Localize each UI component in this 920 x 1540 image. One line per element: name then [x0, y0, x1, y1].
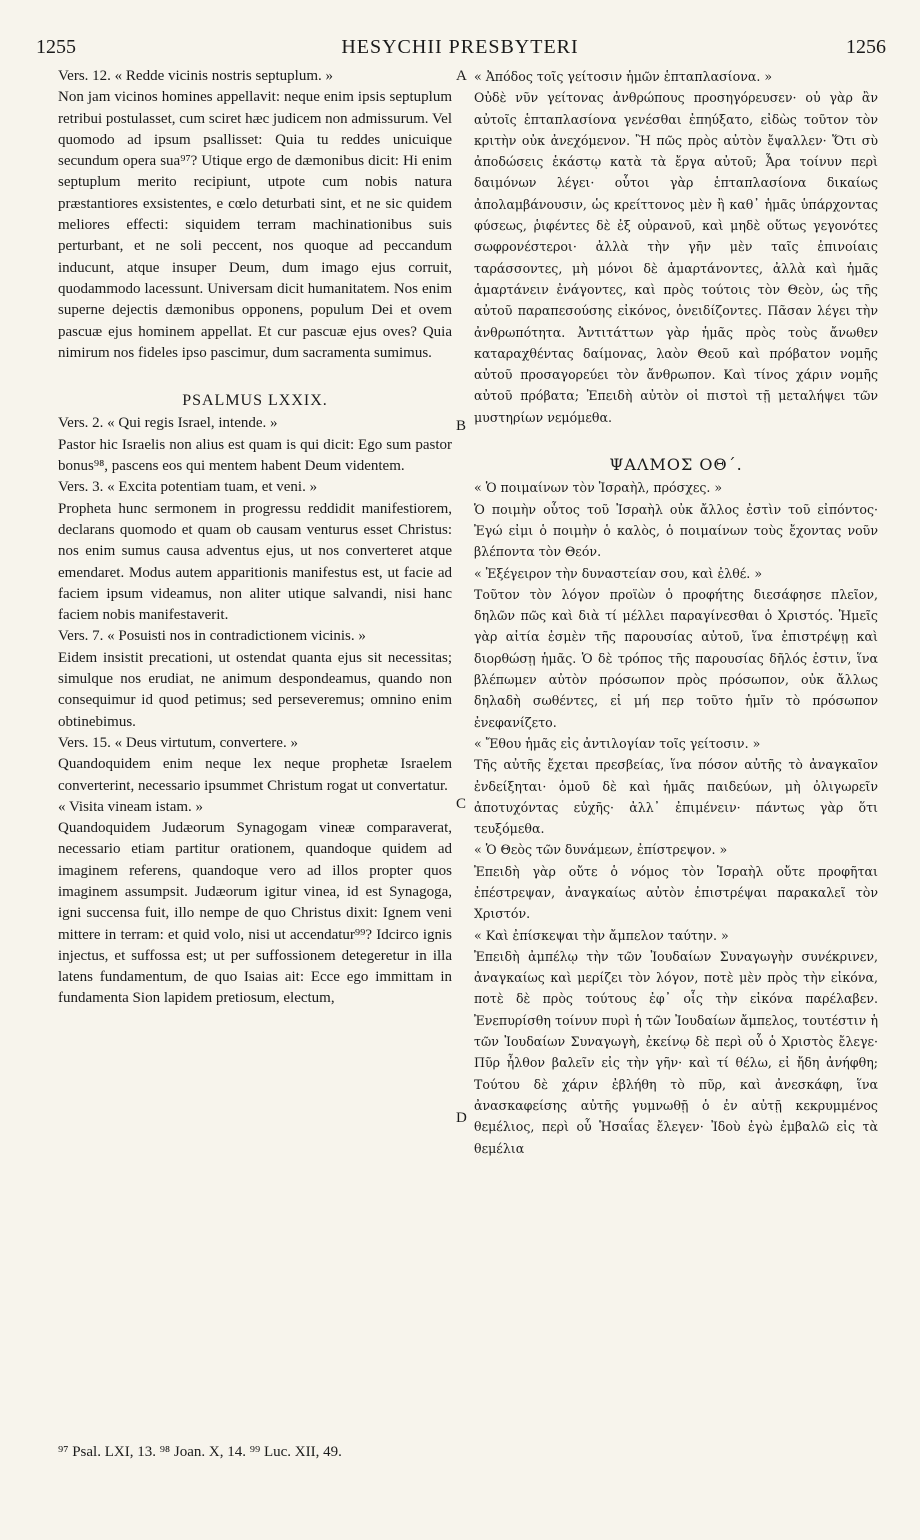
margin-letter-d: D — [456, 1110, 467, 1126]
greek-verse-lemma: « Ἀπόδος τοῖς γείτοσιν ἡμῶν ἑπταπλασίονα. » — [474, 69, 773, 84]
latin-paragraph: Quandoquidem Judæorum Synagogam vineæ comparaverat, necessario etiam partitur orationem, quandoque quidem ad imaginem referens, quandoque vero ad illos propter quos imaginem assumpsit. Judæorum igitur vinea, id est Synagoga, igni succensa fuit, illo nempe de quo Christus dixit: Ignem veni mittere in terram: et quid volo, nisi ut accendatur⁹⁹? Idcirco ignis injectus, et suffossa est; ut per suffossionem detegeretur in illa latens fundamentum, de quo Isaias ait: Ecce ego immittam in fundamenta Sion lapidem pretiosum, electum, — [58, 820, 452, 1007]
greek-paragraph — [474, 428, 878, 448]
latin-verse-lemma: Vers. 15. « Deus virtutum, convertere. » — [58, 734, 298, 751]
latin-paragraph: Pastor hic Israelis non alius est quam is qui dicit: Ego sum pastor bonus⁹⁸, pascens eos qui mentem habent Deum videntem. — [58, 436, 452, 475]
greek-column — [474, 66, 878, 1159]
latin-verse-lemma: Vers. 12. « Redde vicinis nostris septuplum. » — [58, 68, 333, 84]
latin-paragraph: Quandoquidem enim neque lex neque prophetæ Israelem converterint, necessario ipsummet Christum rogat ut convertatur. — [58, 756, 452, 794]
greek-verse-lemma: « Ὁ ποιμαίνων τὸν Ἰσραὴλ, πρόσχες. » — [474, 480, 723, 496]
latin-verse-lemma: « Visita vineam istam. » — [58, 798, 204, 815]
greek-paragraph: Ἐπειδὴ γὰρ οὔτε ὁ νόμος τὸν Ἰσραὴλ οὔτε προφῆται ἐπέστρεψαν, ἀναγκαίως αὐτὸν ἐπιστρέψαι παρακαλεῖ τὸν Χριστόν. — [474, 863, 878, 922]
page-number-right: 1256 — [846, 36, 886, 58]
latin-verse-lemma: Vers. 7. « Posuisti nos in contradictionem vicinis. » — [58, 628, 366, 645]
latin-paragraph: Non jam vicinos homines appellavit: neque enim ipsis septuplum retribui postulasset, cum sciret hæc judicem non admissurum. Vel quomodo ad ipsum psallisset: Quia tu reddes unicuique secundum opera sua⁹⁷? Utique ergo de dæmonibus dicit: Hi enim septuplum merito recipiunt, utpote cum nobis natura præstantiores exsistentes, e cœlo deturbati sint, et ne sic quidem meliores effecti: siquidem terram machinationibus suis perturbant, et ne soli peccent, nos quoque ad peccandum inducunt, atque insuper Deum, dum imago ejus corruit, quodammodo lacessunt. Universam dicit humanitatem. Nos enim superne dejectis dæmonibus opponens, populum Dei et ovem pascuæ ejus hominem appellat. Et cur pascuæ ejus oves? Quia nimirum nos fideles ipso pascimur, dum sacramenta sumimus. — [58, 89, 452, 361]
latin-paragraph — [58, 364, 452, 384]
latin-psalm-title: PSALMUS LXXIX. — [182, 392, 328, 410]
greek-paragraph: Τῆς αὐτῆς ἔχεται πρεσβείας, ἵνα πόσον αὐτῆς τὸ ἀναγκαῖον ἐνδείξηται· ὁμοῦ δὲ καὶ ἡμᾶς παιδεύων, μὴ ὀλιγωρεῖν ἀποτυχόντας εὐχῆς· ἀλλ᾽ ἐπιμένειν· πάντως γὰρ ὅτι τευξόμεθα. — [474, 757, 878, 837]
greek-paragraph: Τοῦτον τὸν λόγον προϊὼν ὁ προφήτης διεσάφησε πλεῖον, δηλῶν πῶς καὶ διὰ τί μέλλει παραγίνεσθαι ὁ Χριστός. Ἡμεῖς γὰρ αἰτία ἐσμὲν τῆς παρουσίας αὐτοῦ, ἵνα ἐπιστρέψῃ καὶ διορθώσῃ ἡμᾶς. Ὁ δὲ τρόπος τῆς παρουσίας δῆλός ἐστιν, ἵνα βλέπωμεν αὐτὸν πρόσωπον πρὸς πρόσωπον, οὐκ ἄλλως δηλαδὴ σωθέντες, εἰ μή περ τοῦτο ἡμῖν τὸ πρόσωπον ἐνεφανίζετο. — [474, 586, 878, 730]
greek-psalm-title: ΨΑΛΜΟΣ ΟΘ΄. — [609, 455, 743, 475]
margin-letter-b: B — [456, 418, 467, 434]
greek-verse-lemma: « Ὁ Θεὸς τῶν δυνάμεων, ἐπίστρεψον. » — [474, 842, 728, 858]
footnotes: ⁹⁷ Psal. LXI, 13. ⁹⁸ Joan. X, 14. ⁹⁹ Luc. XII, 49. — [58, 1444, 342, 1460]
greek-verse-lemma: « Ἔθου ἡμᾶς εἰς ἀντιλογίαν τοῖς γείτοσιν. » — [474, 735, 761, 751]
latin-verse-lemma: Vers. 2. « Qui regis Israel, intende. » — [58, 415, 278, 432]
greek-verse-lemma: « Ἐξέγειρον τὴν δυναστείαν σου, καὶ ἐλθέ. » — [474, 565, 763, 581]
greek-paragraph: Ἐπειδὴ ἀμπέλῳ τὴν τῶν Ἰουδαίων Συναγωγὴν συνέκρινεν, ἀναγκαίως καὶ μερίζει τὸν λόγον, ποτὲ μὲν πρὸς τὴν εἰκόνα, ποτὲ δὲ πρὸς τούτους ἐφ᾽ οἷς τὴν εἰκόνα παρέλαβεν. Ἐνεπυρίσθη τοίνυν πυρὶ ἡ τῶν Ἰουδαίων ἄμπελος, τουτέστιν ἡ τῶν Ἰουδαίων Συναγωγὴ, ἐκείνῳ δὲ περὶ οὗ ὁ Χριστὸς ἔλεγε· Πῦρ ἦλθον βαλεῖν εἰς τὴν γῆν· καὶ τί θέλω, εἰ ἤδη ἀνήφθη; Τούτου δὲ χάριν ἐβλήθη τὸ πῦρ, καὶ ἀνεσκάφη, ἵνα ἀνασκαφείσης αὐτῆς γυμνωθῇ ὁ ἐν αὐτῇ κεκρυμμένος θεμέλιος, περὶ οὗ Ἡσαΐας ἔλεγεν· Ἰδοὺ ἐγὼ ἐμβαλῶ εἰς τὰ θεμέλια — [474, 948, 878, 1156]
greek-paragraph: Ὁ ποιμὴν οὗτος τοῦ Ἰσραὴλ οὐκ ἄλλος ἐστὶν τοῦ εἰπόντος· Ἐγώ εἰμι ὁ ποιμὴν ὁ καλὸς, ὁ ποιμαίνων τοὺς ἔχοντας νοῦν βλέποντα τὸν Θεόν. — [474, 501, 878, 560]
latin-paragraph: Eidem insistit precationi, ut ostendat quanta ejus sit necessitas; simulque nos erudiat, ne animum despondeamus, quando non consequimur id quod petimus; sed perseveremus; omnino enim obtinebimus. — [58, 649, 452, 730]
page-number-left: 1255 — [36, 36, 76, 58]
latin-verse-lemma: Vers. 3. « Excita potentiam tuam, et veni. » — [58, 479, 318, 496]
latin-paragraph: Propheta hunc sermonem in progressu reddidit manifestiorem, declarans quomodo et quam ob causam venturus esset Christus: nos enim sumus causa adventus ejus, ut nos converteret atque emendaret. Modus autem apparitionis manifestus est, ut facie ad faciem ipsum videamus, non aliter utique salvandi, nisi hanc faciem nobis manifestaverit. — [58, 500, 452, 624]
latin-column — [58, 66, 452, 1010]
margin-letter-a: A — [456, 68, 467, 84]
margin-letter-c: C — [456, 796, 467, 812]
greek-paragraph: Οὐδὲ νῦν γείτονας ἀνθρώπους προσηγόρευσεν· οὐ γὰρ ἂν αὐτοῖς ἑπταπλασίονα γενέσθαι ἐπηύξατο, εἰδὼς τοῦτον τὸν κριτὴν οὐκ ἀνεχόμενον. Ἢ πῶς πρὸς αὐτὸν ἔψαλλεν· Ὅτι σὺ ἀποδώσεις ἑκάστῳ κατὰ τὰ ἔργα αὐτοῦ; Ἆρα τοίνυν περὶ δαιμόνων λέγει· οὗτοι γὰρ ἑπταπλασίονα δικαίως ἀπολαμβάνουσιν, ὡς κρείττονος μὲν ἢ καθ᾽ ἡμᾶς ὑπάρχοντας φύσεως, ῥιφέντες δὲ ἐξ οὐρανοῦ, καὶ μηδὲ οὕτως γεγονότες σωφρονέστεροι· ἀλλὰ τὴν γῆν μὲν ταῖς ἐπινοίαις ταράσσοντες, μὴ μόνοι δὲ ἁμαρτάνοντες, ἀλλὰ καὶ ἡμᾶς ἁμαρτάνειν ἐνάγοντες, καὶ πρὸς τούτοις τὸν Θεὸν, ὡς τῆς αὐτοῦ παραπεσούσης εἰκόνος, ὀνειδίζοντες. Πᾶσαν λέγει τὴν ἀνθρωπότητα. Ἀντιτάττων γὰρ ἡμᾶς πρὸς τοὺς ἄνωθεν καταραχθέντας δαίμονας, λαὸν Θεοῦ καὶ πρόβατον νομῆς αὐτοῦ προσαγορεύει τὸν ἄνθρωπον. Καὶ τίνος χάριν νομῆς αὐτοῦ πρόβατα; Ἐπειδὴ αὐτὸν οἱ πιστοὶ τῇ μεταλήψει τῶν μυστηρίων νεμόμεθα. — [474, 90, 878, 425]
running-title: HESYCHII PRESBYTERI — [341, 36, 579, 58]
greek-verse-lemma: « Καὶ ἐπίσκεψαι τὴν ἄμπελον ταύτην. » — [474, 927, 729, 943]
